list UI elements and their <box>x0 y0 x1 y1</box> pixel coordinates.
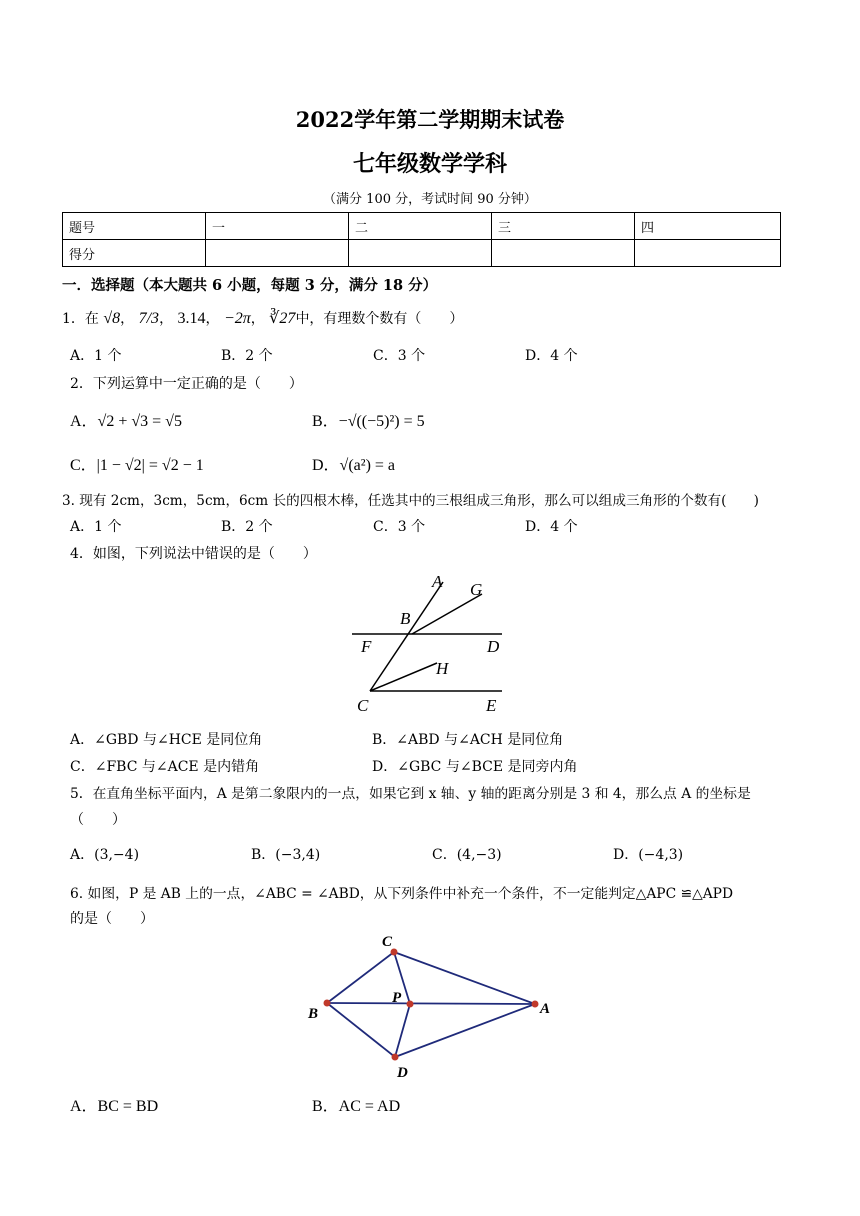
option-c: C．∠FBC 与∠ACE 是内错角 <box>70 759 260 775</box>
segment-ba <box>327 1003 535 1004</box>
line-bg <box>412 594 482 634</box>
option-d: D．∠GBC 与∠BCE 是同旁内角 <box>372 759 578 775</box>
option-b: B．∠ABD 与∠ACH 是同位角 <box>372 732 564 748</box>
q1-prefix: 1．在 <box>62 311 99 327</box>
q6-figure <box>300 928 560 1083</box>
option-d: D．√(a²) = a <box>312 457 396 474</box>
segment-da <box>395 1004 535 1057</box>
option-b: B．(−3,4) <box>251 847 321 863</box>
exam-title: 2022学年第二学期期末试卷 <box>295 107 565 132</box>
score-cell: 一 <box>206 213 349 240</box>
option-a: A．(3,−4) <box>70 847 140 863</box>
label-d: D <box>487 637 500 656</box>
option-c: C．3 个 <box>373 519 426 535</box>
option-b: B．−√((−5)²) = 5 <box>312 413 425 430</box>
score-cell: 三 <box>492 213 635 240</box>
score-cell: 二 <box>349 213 492 240</box>
label-h: H <box>436 659 449 678</box>
label-b: B <box>400 609 411 628</box>
segment-bd <box>327 1003 395 1057</box>
segment-ca <box>394 952 535 1004</box>
score-table-row <box>63 213 781 240</box>
label-f: F <box>361 637 372 656</box>
segment-pd <box>395 1004 410 1057</box>
option-b: B．AC = AD <box>312 1098 401 1115</box>
q1-value: √8 <box>103 310 121 327</box>
point-d <box>392 1054 399 1061</box>
option-a: A．BC = BD <box>70 1098 159 1115</box>
option-c: C．(4,−3) <box>432 847 502 863</box>
question-3: 3. 现有 2cm，3cm，5cm，6cm 长的四根木棒，任选其中的三根组成三角形，那么可以组成三角形的个数有( ) <box>62 493 759 509</box>
option-a: A．1 个 <box>70 519 122 535</box>
exam-note: （满分 100 分，考试时间 90 分钟） <box>323 192 537 207</box>
label-c: C <box>357 696 369 715</box>
label-a: A <box>540 1001 551 1017</box>
option-d: D．4 个 <box>525 519 578 535</box>
label-p: P <box>392 990 402 1006</box>
question-6-blank: 的是（ ） <box>70 911 154 927</box>
section-heading: 一．选择题（本大题共 6 小题，每题 3 分，满分 18 分） <box>62 277 438 294</box>
option-a: A．∠GBD 与∠HCE 是同位角 <box>70 732 263 748</box>
question-5-blank: （ ） <box>70 812 126 828</box>
q1-value: 7/3 <box>138 310 160 327</box>
question-5: 5．在直角坐标平面内，A 是第二象限内的一点，如果它到 x 轴、y 轴的距离分别是 3 和 4，那么点 A 的坐标是 <box>70 786 751 802</box>
q4-figure <box>350 570 520 715</box>
question-6: 6. 如图，P 是 AB 上的一点，∠ABC = ∠ABD，从下列条件中补充一个条件，不一定能判定△APC ≌△APD <box>70 886 734 902</box>
q1-suffix: 中，有理数个数有（ ） <box>295 311 464 327</box>
score-cell <box>492 240 635 267</box>
question-1: 1．在 √8， 7/3， 3.14， −2π， ∛27中，有理数个数有（ ） <box>62 310 464 327</box>
label-e: E <box>486 696 497 715</box>
option-d: D．4 个 <box>525 348 578 364</box>
option-c: C．|1 − √2| = √2 − 1 <box>70 457 204 474</box>
question-2: 2．下列运算中一定正确的是（ ） <box>70 376 303 392</box>
score-table-row <box>63 240 781 267</box>
option-a: A．√2 + √3 = √5 <box>70 413 182 430</box>
segment-bc <box>327 952 394 1003</box>
label-d: D <box>397 1065 408 1081</box>
score-cell: 四 <box>635 213 781 240</box>
option-c: C．3 个 <box>373 348 426 364</box>
score-table <box>62 212 781 267</box>
score-cell <box>349 240 492 267</box>
exam-subtitle: 七年级数学学科 <box>352 151 507 177</box>
label-g: G <box>470 580 483 599</box>
option-a: A．1 个 <box>70 348 122 364</box>
label-b: B <box>308 1006 319 1022</box>
point-p <box>407 1001 414 1008</box>
q1-value: 3.14 <box>177 310 206 327</box>
question-4: 4．如图，下列说法中错误的是（ ） <box>70 546 317 562</box>
option-b: B．2 个 <box>221 348 273 364</box>
label-c: C <box>382 934 393 950</box>
score-cell: 题号 <box>63 213 206 240</box>
label-a: A <box>432 572 443 591</box>
option-b: B．2 个 <box>221 519 273 535</box>
option-d: D．(−4,3) <box>613 847 684 863</box>
score-cell <box>206 240 349 267</box>
q1-value: −2π <box>223 310 251 327</box>
point-b <box>324 1000 331 1007</box>
score-cell <box>635 240 781 267</box>
line-ca <box>370 582 443 691</box>
score-cell: 得分 <box>63 240 206 267</box>
q1-value: ∛27 <box>269 310 296 327</box>
point-a <box>532 1001 539 1008</box>
